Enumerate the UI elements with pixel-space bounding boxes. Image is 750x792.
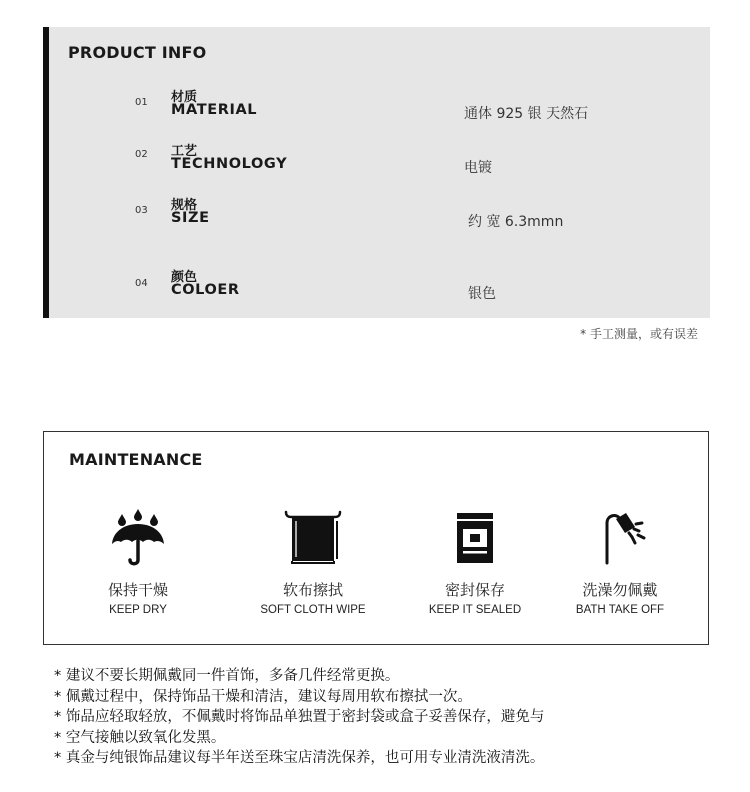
info-row-color bbox=[43, 266, 710, 306]
care-tip: * 真金与纯银饰品建议每半年送至珠宝店清洗保养，也可用专业清洗液清洗。 bbox=[54, 750, 545, 766]
row-label-en: SIZE bbox=[171, 210, 210, 226]
row-number: 03 bbox=[135, 205, 148, 216]
care-tip: * 佩戴过程中，保持饰品干燥和清洁，建议每周用软布擦拭一次。 bbox=[54, 688, 472, 705]
item-label-cn: 软布擦拭 bbox=[282, 581, 343, 599]
item-label-en: KEEP DRY bbox=[109, 604, 167, 616]
row-value: 电镀 bbox=[464, 160, 492, 176]
item-label-en: BATH TAKE OFF bbox=[575, 604, 665, 616]
row-number: 04 bbox=[135, 278, 148, 289]
row-number: 01 bbox=[135, 97, 148, 108]
item-label-en: SOFT CLOTH WIPE bbox=[260, 604, 366, 616]
maintenance-item-keep-dry bbox=[63, 507, 213, 616]
row-value: 通体 925 银 天然石 bbox=[464, 106, 589, 122]
care-tip: * 饰品应轻取轻放，不佩戴时将饰品单独置于密封袋或盒子妥善保存，避免与 bbox=[54, 709, 545, 725]
measurement-note: * 手工测量，或有误差 bbox=[580, 327, 698, 341]
info-row-size bbox=[43, 194, 710, 234]
row-label-cn: 规格 bbox=[171, 198, 198, 213]
maintenance-item-soft-cloth bbox=[238, 507, 388, 616]
row-label-en: MATERIAL bbox=[171, 102, 258, 118]
towel-rack-icon bbox=[282, 507, 344, 569]
maintenance-item-keep-sealed bbox=[400, 507, 550, 616]
item-label-cn: 洗澡勿佩戴 bbox=[582, 581, 658, 599]
product-info-title: PRODUCT INFO bbox=[68, 43, 207, 62]
row-value: 银色 bbox=[468, 286, 496, 302]
info-row-technology bbox=[43, 140, 710, 180]
info-row-material bbox=[43, 86, 710, 126]
umbrella-rain-icon bbox=[109, 507, 167, 569]
maintenance-item-bath bbox=[545, 507, 695, 616]
maintenance-panel bbox=[43, 431, 709, 645]
row-label-en: COLOER bbox=[171, 282, 240, 298]
row-label-cn: 工艺 bbox=[171, 144, 198, 159]
product-info-panel bbox=[43, 27, 710, 318]
row-label-en: TECHNOLOGY bbox=[171, 156, 288, 172]
row-label-cn: 材质 bbox=[171, 90, 198, 105]
maintenance-title: MAINTENANCE bbox=[69, 450, 203, 469]
row-label-cn: 颜色 bbox=[171, 270, 198, 285]
item-label-en: KEEP IT SEALED bbox=[428, 604, 522, 616]
care-tip: * 空气接触以致氧化发黑。 bbox=[54, 729, 226, 746]
sealed-bag-icon bbox=[444, 507, 506, 569]
care-tip: * 建议不要长期佩戴同一件首饰，多备几件经常更换。 bbox=[54, 668, 400, 684]
row-value: 约 宽 6.3mmn bbox=[468, 214, 564, 230]
row-number: 02 bbox=[135, 149, 148, 160]
shower-head-icon bbox=[589, 507, 651, 569]
care-tips bbox=[54, 666, 544, 769]
item-label-cn: 保持干燥 bbox=[107, 581, 168, 599]
item-label-cn: 密封保存 bbox=[444, 581, 505, 599]
